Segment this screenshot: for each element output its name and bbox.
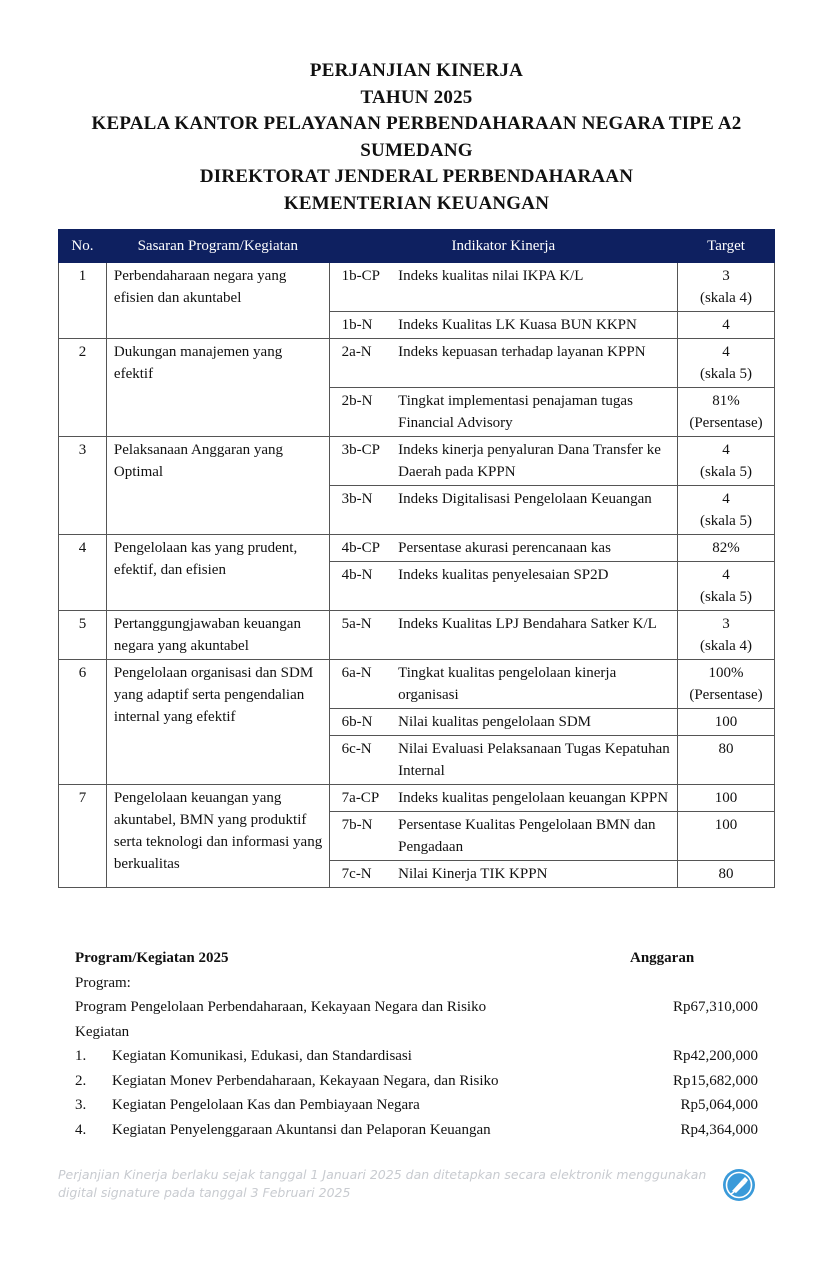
- target-cell: [678, 611, 775, 660]
- sasaran-cell: Pengelolaan keuangan yang akuntabel, BMN yang produktif serta teknologi dan informasi yang berkualitas: [106, 785, 329, 888]
- sasaran-cell: Pelaksanaan Anggaran yang Optimal: [106, 437, 329, 535]
- target-value: 4: [722, 567, 730, 583]
- kegiatan-amount: Rp15,682,000: [672, 1072, 758, 1089]
- target-value: 100: [714, 790, 738, 806]
- row-number: 3: [59, 437, 107, 535]
- kegiatan-amount: Rp4,364,000: [680, 1121, 758, 1138]
- title-line: PERJANJIAN KINERJA: [309, 60, 524, 81]
- table-row: [59, 660, 775, 709]
- target-cell: [678, 312, 775, 339]
- target-value: 4: [722, 317, 730, 333]
- kegiatan-row: [75, 1118, 775, 1143]
- target-cell: [678, 785, 775, 812]
- target-cell: [678, 709, 775, 736]
- indicator-cell: Indeks kualitas nilai IKPA K/L: [392, 263, 677, 312]
- kegiatan-row: [75, 1069, 775, 1094]
- target-note: (skala 5): [699, 513, 753, 529]
- target-value: 100%: [708, 665, 744, 681]
- target-value: 4: [722, 491, 730, 507]
- kegiatan-label-row: [75, 1020, 775, 1045]
- indicator-code: 1b-N: [329, 312, 392, 339]
- target-cell: [678, 486, 775, 535]
- indicator-code: 6b-N: [329, 709, 392, 736]
- indicator-cell: Indeks kinerja penyaluran Dana Transfer ke Daerah pada KPPN: [392, 437, 677, 486]
- indicator-code: 1b-CP: [329, 263, 392, 312]
- indicator-code: 5a-N: [329, 611, 392, 660]
- indicator-code: 3b-CP: [329, 437, 392, 486]
- indicator-code: 7b-N: [329, 812, 392, 861]
- row-number: 2: [59, 339, 107, 437]
- target-cell: [678, 339, 775, 388]
- footer-note: Perjanjian Kinerja berlaku sejak tanggal 1 Januari 2025 dan ditetapkan secara elektronik menggunakan digital signature pada tanggal 3 Februari 2025: [58, 1167, 707, 1200]
- title-line: KEPALA KANTOR PELAYANAN PERBENDAHARAAN NEGARA TIPE A2: [91, 113, 742, 134]
- indicator-cell: Indeks kualitas penyelesaian SP2D: [392, 562, 677, 611]
- target-note: (skala 5): [699, 589, 753, 605]
- table-header-row: [59, 230, 775, 263]
- kegiatan-row: [75, 1093, 775, 1118]
- kegiatan-number: 3.: [75, 1097, 87, 1113]
- indicator-cell: Tingkat kualitas pengelolaan kinerja organisasi: [392, 660, 677, 709]
- header-no: No.: [59, 230, 107, 263]
- target-value: 3: [722, 616, 730, 632]
- indicator-cell: Indeks Digitalisasi Pengelolaan Keuangan: [392, 486, 677, 535]
- kegiatan-name: Kegiatan Pengelolaan Kas dan Pembiayaan Negara: [112, 1097, 420, 1113]
- table-row: [59, 785, 775, 812]
- target-note: (Persentase): [689, 415, 763, 431]
- target-cell: [678, 736, 775, 785]
- indicator-cell: Tingkat implementasi penajaman tugas Financial Advisory: [392, 388, 677, 437]
- indicator-code: 3b-N: [329, 486, 392, 535]
- sasaran-cell: Dukungan manajemen yang efektif: [106, 339, 329, 437]
- indicator-code: 2b-N: [329, 388, 392, 437]
- kegiatan-amount: Rp5,064,000: [680, 1097, 758, 1113]
- row-number: 1: [59, 263, 107, 339]
- title-line: DIREKTORAT JENDERAL PERBENDAHARAAN: [199, 166, 634, 187]
- table-row: [59, 339, 775, 388]
- sasaran-cell: Pengelolaan organisasi dan SDM yang adaptif serta pengendalian internal yang efektif: [106, 660, 329, 785]
- program-row: [75, 995, 775, 1020]
- row-number: 4: [59, 535, 107, 611]
- indicator-cell: Persentase akurasi perencanaan kas: [392, 535, 677, 562]
- digital-signature-icon: [722, 1168, 756, 1202]
- program-label-row: [75, 971, 775, 996]
- table-row: [59, 535, 775, 562]
- indicator-code: 7a-CP: [329, 785, 392, 812]
- target-value: 81%: [712, 393, 740, 409]
- budget-heading: Program/Kegiatan 2025: [75, 950, 229, 966]
- row-number: 5: [59, 611, 107, 660]
- indicator-code: 4b-CP: [329, 535, 392, 562]
- target-value: 100: [714, 817, 738, 833]
- budget-amount-heading: Anggaran: [630, 950, 695, 966]
- target-cell: [678, 660, 775, 709]
- indicator-cell: Indeks Kualitas LK Kuasa BUN KKPN: [392, 312, 677, 339]
- program-name: Program Pengelolaan Perbendaharaan, Kekayaan Negara dan Risiko: [75, 999, 487, 1015]
- budget-header-row: [75, 946, 775, 971]
- kegiatan-amount: Rp42,200,000: [672, 1048, 758, 1064]
- budget-section: [75, 946, 775, 1142]
- table-row: [59, 263, 775, 312]
- sasaran-cell: Pertanggungjawaban keuangan negara yang akuntabel: [106, 611, 329, 660]
- title-line: SUMEDANG: [360, 139, 473, 161]
- target-value: 82%: [712, 540, 740, 556]
- target-cell: [678, 562, 775, 611]
- indicator-code: 6c-N: [329, 736, 392, 785]
- indicator-code: 2a-N: [329, 339, 392, 388]
- title-line: TAHUN 2025: [360, 86, 473, 108]
- table-body: [59, 263, 775, 888]
- target-value: 100: [714, 714, 738, 730]
- kegiatan-number: 1.: [75, 1048, 87, 1064]
- sasaran-cell: Perbendaharaan negara yang efisien dan akuntabel: [106, 263, 329, 339]
- kegiatan-label: Kegiatan: [75, 1023, 130, 1040]
- table-row: [59, 437, 775, 486]
- indicator-cell: Indeks kepuasan terhadap layanan KPPN: [392, 339, 677, 388]
- performance-table: [58, 229, 775, 888]
- table-row: [59, 611, 775, 660]
- document-title: [0, 58, 833, 217]
- target-cell: [678, 437, 775, 486]
- indicator-code: 6a-N: [329, 660, 392, 709]
- target-value: 80: [718, 741, 734, 757]
- indicator-cell: Indeks Kualitas LPJ Bendahara Satker K/L: [392, 611, 677, 660]
- kegiatan-number: 4.: [75, 1121, 87, 1138]
- title-line: KEMENTERIAN KEUANGAN: [283, 192, 550, 214]
- target-cell: [678, 263, 775, 312]
- kegiatan-number: 2.: [75, 1072, 87, 1089]
- row-number: 6: [59, 660, 107, 785]
- target-cell: [678, 388, 775, 437]
- indicator-cell: Persentase Kualitas Pengelolaan BMN dan Pengadaan: [392, 812, 677, 861]
- kegiatan-name: Kegiatan Komunikasi, Edukasi, dan Standardisasi: [112, 1048, 412, 1064]
- target-cell: [678, 861, 775, 888]
- indicator-cell: Nilai Kinerja TIK KPPN: [392, 861, 677, 888]
- indicator-cell: Nilai kualitas pengelolaan SDM: [392, 709, 677, 736]
- indicator-code: 4b-N: [329, 562, 392, 611]
- indicator-code: 7c-N: [329, 861, 392, 888]
- kegiatan-name: Kegiatan Monev Perbendaharaan, Kekayaan Negara, dan Risiko: [112, 1072, 499, 1089]
- row-number: 7: [59, 785, 107, 888]
- target-value: 3: [722, 268, 730, 284]
- target-value: 4: [722, 442, 730, 458]
- indicator-cell: Nilai Evaluasi Pelaksanaan Tugas Kepatuhan Internal: [392, 736, 677, 785]
- target-cell: [678, 535, 775, 562]
- indicator-cell: Indeks kualitas pengelolaan keuangan KPPN: [392, 785, 677, 812]
- target-value: 80: [718, 866, 734, 882]
- program-label: Program:: [75, 974, 131, 991]
- kegiatan-name: Kegiatan Penyelenggaraan Akuntansi dan Pelaporan Keuangan: [112, 1121, 491, 1138]
- header-target: Target: [678, 230, 775, 263]
- target-value: 4: [722, 344, 730, 360]
- target-note: (skala 5): [699, 464, 753, 480]
- target-cell: [678, 812, 775, 861]
- sasaran-cell: Pengelolaan kas yang prudent, efektif, dan efisien: [106, 535, 329, 611]
- program-amount: Rp67,310,000: [672, 999, 758, 1015]
- target-note: (skala 4): [699, 290, 753, 306]
- target-note: (skala 5): [699, 366, 753, 382]
- target-note: (Persentase): [689, 687, 763, 703]
- kegiatan-row: [75, 1044, 775, 1069]
- target-note: (skala 4): [699, 638, 753, 654]
- header-sasaran: Sasaran Program/Kegiatan: [106, 230, 329, 263]
- header-indikator: Indikator Kinerja: [329, 230, 677, 263]
